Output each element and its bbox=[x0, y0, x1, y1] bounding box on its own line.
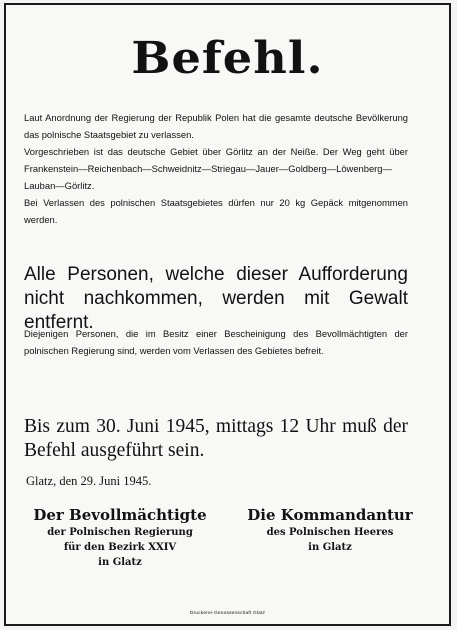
instruction-luggage: Bei Verlassen des polnischen Staatsgebietes dürfen nur 20 kg Gepäck mitgenommen werden. bbox=[24, 197, 408, 225]
date-line: Glatz, den 29. Juni 1945. bbox=[26, 474, 152, 488]
poster-sheet bbox=[4, 3, 451, 626]
exemption-text: Diejenigen Personen, die im Besitz einer Bescheinigung des Bevollmächtigten der polnischen Regierung sind, werden vom Verlassen des Gebietes befreit. bbox=[24, 328, 408, 356]
signature-left-heading: Der Bevollmächtigte bbox=[33, 506, 207, 524]
warning-text: Alle Personen, welche dieser Aufforderung nicht nachkommen, werden mit Gewalt entfernt. bbox=[24, 264, 408, 333]
signature-left-line: für den Bezirk XXIV bbox=[63, 542, 177, 553]
poster-title: Befehl. bbox=[131, 33, 324, 84]
signature-right-line: in Glatz bbox=[308, 542, 352, 553]
instruction-route: Vorgeschrieben ist das deutsche Gebiet über Görlitz an der Neiße. Der Weg geht über Frankenstein—Reichenbach—Schweidnitz—Striegau—Jauer—Goldberg—Löwenberg—Lauban—Görlitz. bbox=[24, 146, 408, 191]
instruction-evacuation: Laut Anordnung der Regierung der Republik Polen hat die gesamte deutsche Bevölkerung das polnische Staatsgebiet zu verlassen. bbox=[24, 112, 408, 140]
instructions-paragraph bbox=[24, 109, 408, 228]
deadline-text: Bis zum 30. Juni 1945, mittags 12 Uhr muß der Befehl ausgeführt sein. bbox=[24, 416, 408, 461]
signature-left-line: in Glatz bbox=[98, 557, 142, 568]
signature-block-right bbox=[232, 505, 428, 555]
printer-imprint: Druckerei-Genossenschaft Glatz bbox=[189, 611, 266, 616]
signature-right-line: des Polnischen Heeres bbox=[266, 527, 394, 538]
signature-block-left bbox=[20, 505, 220, 570]
signature-right-heading: Die Kommandantur bbox=[247, 506, 413, 524]
signature-left-line: der Polnischen Regierung bbox=[47, 527, 193, 538]
